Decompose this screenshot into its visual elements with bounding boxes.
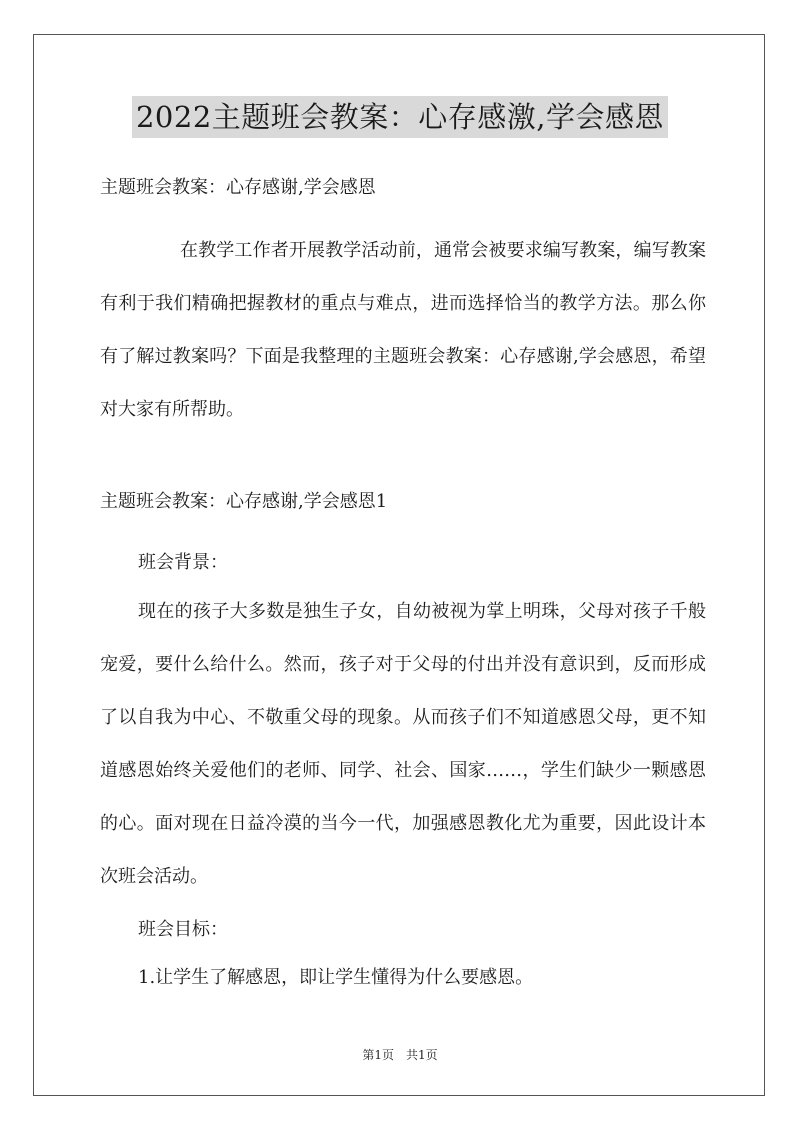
page-footer: 第1页 共1页 [362, 1048, 438, 1062]
background-label: 班会背景： [138, 552, 228, 573]
title-container [0, 96, 800, 138]
intro-paragraph: 在教学工作者开展教学活动前，通常会被要求编写教案，编写教案有利于我们精确把握教材的重点与难点，进而选择恰当的教学方法。那么你有了解过教案吗？下面是我整理的主题班会教案：心存感谢,学会感恩，希望对大家有所帮助。 [100, 240, 706, 420]
document-title: 2022主题班会教案：心存感激,学会感恩 [132, 96, 668, 138]
goal-item-1: 1.让学生了解感恩，即让学生懂得为什么要感恩。 [138, 967, 534, 988]
background-paragraph: 现在的孩子大多数是独生子女，自幼被视为掌上明珠，父母对孩子千般宠爱，要什么给什么。然而，孩子对于父母的付出并没有意识到，反而形成了以自我为中心、不敬重父母的现象。从而孩子们不知道感恩父母，更不知道感恩始终关爱他们的老师、同学、社会、国家……，学生们缺少一颗感恩的心。面对现在日益冷漠的当今一代，加强感恩教化尤为重要，因此设计本次班会活动。 [100, 601, 706, 887]
goal-label: 班会目标： [138, 919, 228, 940]
document-subtitle: 主题班会教案：心存感谢,学会感恩 [100, 177, 376, 198]
section-heading: 主题班会教案：心存感谢,学会感恩1 [100, 491, 388, 512]
